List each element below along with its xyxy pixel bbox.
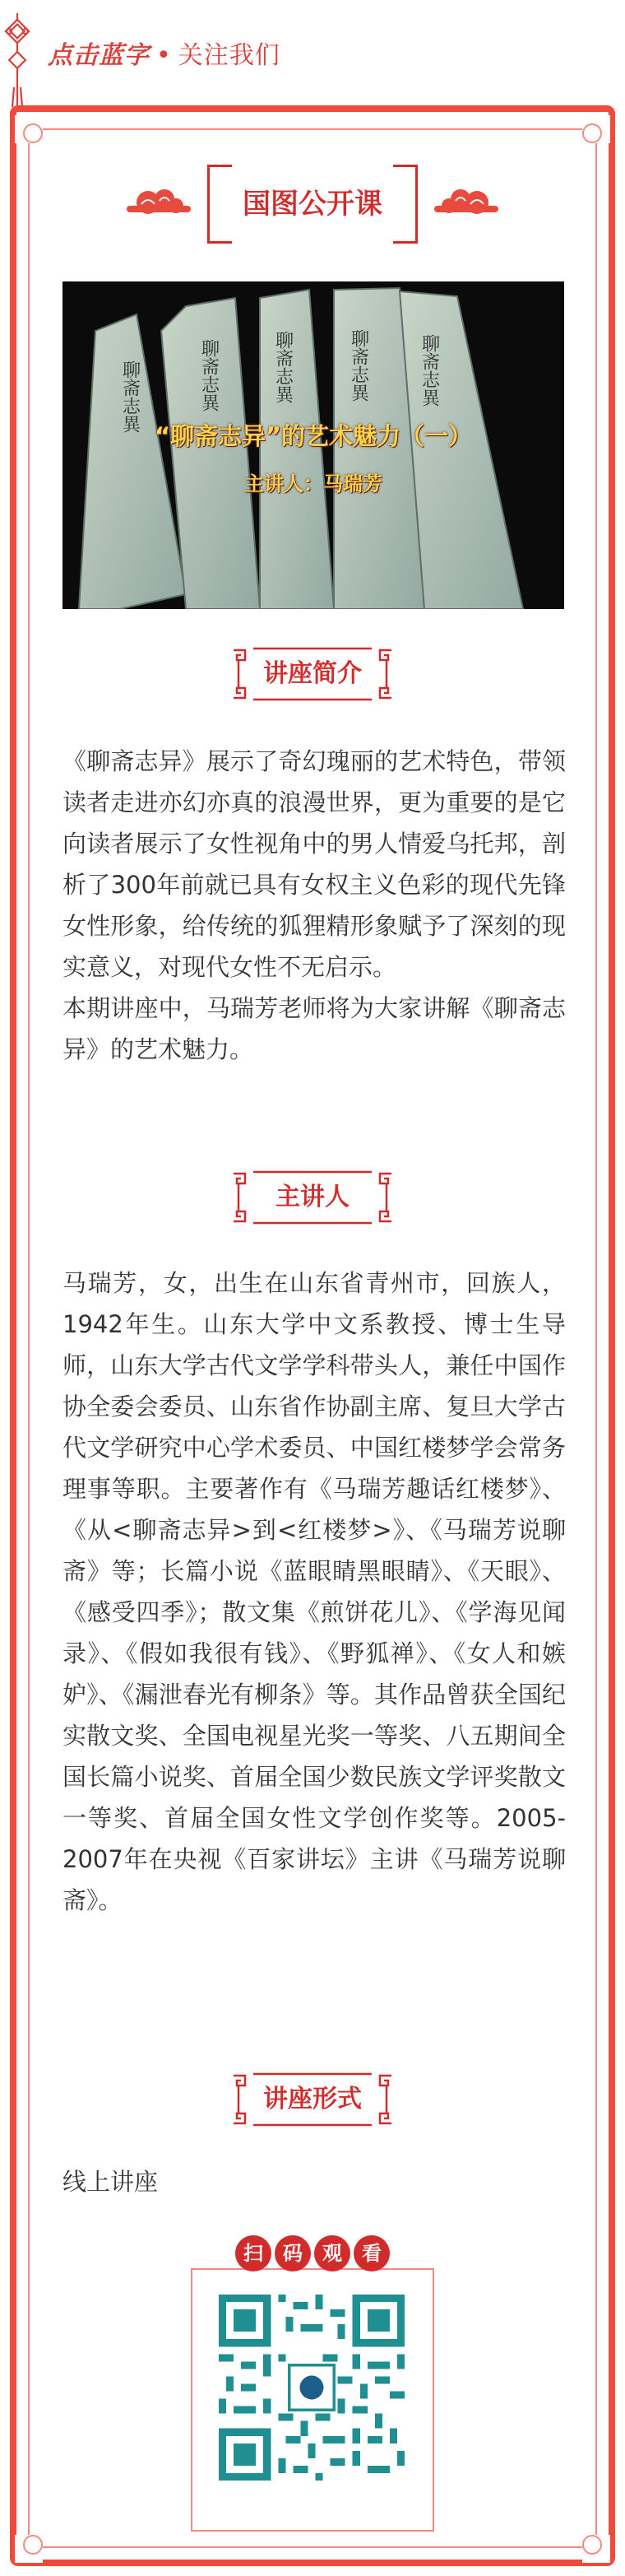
speaker-heading-text: 主讲人 — [275, 1183, 350, 1211]
book-spine-text: 聊斋志異 — [419, 334, 440, 407]
frame-corner-ornament — [582, 115, 610, 143]
banner-title: “聊斋志异”的艺术魅力（一） — [154, 422, 473, 450]
scan-to-watch-badge — [235, 2235, 390, 2275]
badge-char: 扫 — [235, 2235, 271, 2271]
frame-corner-ornament — [15, 2535, 43, 2563]
intro-heading-text: 讲座简介 — [263, 659, 362, 688]
speaker-body — [62, 1262, 566, 1921]
section-heading-speaker — [230, 1167, 395, 1228]
format-body — [62, 2161, 566, 2202]
book-spine-text: 聊斋志異 — [119, 360, 141, 433]
book-spine-text: 聊斋志異 — [272, 331, 294, 403]
frame-corner-ornament — [582, 2535, 610, 2563]
lecture-banner — [62, 281, 564, 609]
banner-speaker: 主讲人：马瑞芳 — [244, 472, 382, 495]
qr-code-image[interactable] — [219, 2295, 405, 2481]
intro-body — [62, 741, 566, 1070]
book-spine-text: 聊斋志異 — [348, 329, 369, 402]
section-heading-intro — [230, 644, 395, 704]
chinese-knot-icon — [3, 13, 31, 107]
badge-char: 看 — [354, 2235, 390, 2271]
header-text — [48, 35, 280, 71]
intro-paragraph-2: 本期讲座中，马瑞芳老师将为大家讲解《聊斋志异》的艺术魅力。 — [62, 994, 566, 1063]
click-blue-label[interactable]: 点击蓝字 — [48, 41, 150, 70]
speaker-paragraph-1: 马瑞芳，女，出生在山东省青州市，回族人，1942年生。山东大学中文系教授、博士生导师，山东大学古代文学学科带头人，兼任中国作协全委会委员、山东省作协副主席、复旦大学古代文学研究中心学术委员、中国红楼梦学会常务理事等职。主要著作有《马瑞芳趣话红楼梦》、《从<聊斋志异>到<红楼梦>》、《马瑞芳说聊斋》等；长篇小说《蓝眼睛黑眼睛》、《天眼》、《感受四季》；散文集《煎饼花儿》、《学海见闻录》、《假如我很有钱》、《野狐禅》、《女人和嫉妒》、《漏泄春光有柳条》等。其作品曾获全国纪实散文奖、全国电视星光奖一等奖、八五期间全国长篇小说奖、首届全国少数民族文学评奖散文一等奖、首届全国女性文学创作奖等。2005-2007年在央视《百家讲坛》主讲《马瑞芳说聊斋》。 — [62, 1269, 566, 1914]
intro-paragraph-1: 《聊斋志异》展示了奇幻瑰丽的艺术特色，带领读者走进亦幻亦真的浪漫世界，更为重要的是它向读者展示了女性视角中的男人情爱乌托邦，剖析了300年前就已具有女权主义色彩的现代先锋女性形象，给传统的狐狸精形象赋予了深刻的现实意义，对现代女性不无启示。 — [62, 747, 566, 981]
qr-panel — [191, 2235, 434, 2536]
auspicious-cloud-icon — [433, 181, 502, 221]
follow-label: 关注我们 — [178, 41, 280, 70]
series-title: 国图公开课 — [207, 165, 418, 244]
header-bar — [0, 0, 625, 107]
book-spine-text: 聊斋志異 — [198, 339, 220, 412]
separator-dot: • — [156, 41, 172, 70]
series-title-block — [123, 165, 502, 244]
frame-corner-ornament — [15, 115, 43, 143]
format-paragraph-1: 线上讲座 — [62, 2168, 159, 2196]
format-heading-text: 讲座形式 — [263, 2085, 362, 2113]
section-heading-format — [230, 2069, 395, 2130]
badge-char: 观 — [314, 2235, 350, 2271]
auspicious-cloud-icon — [123, 181, 192, 221]
badge-char: 码 — [275, 2235, 311, 2271]
